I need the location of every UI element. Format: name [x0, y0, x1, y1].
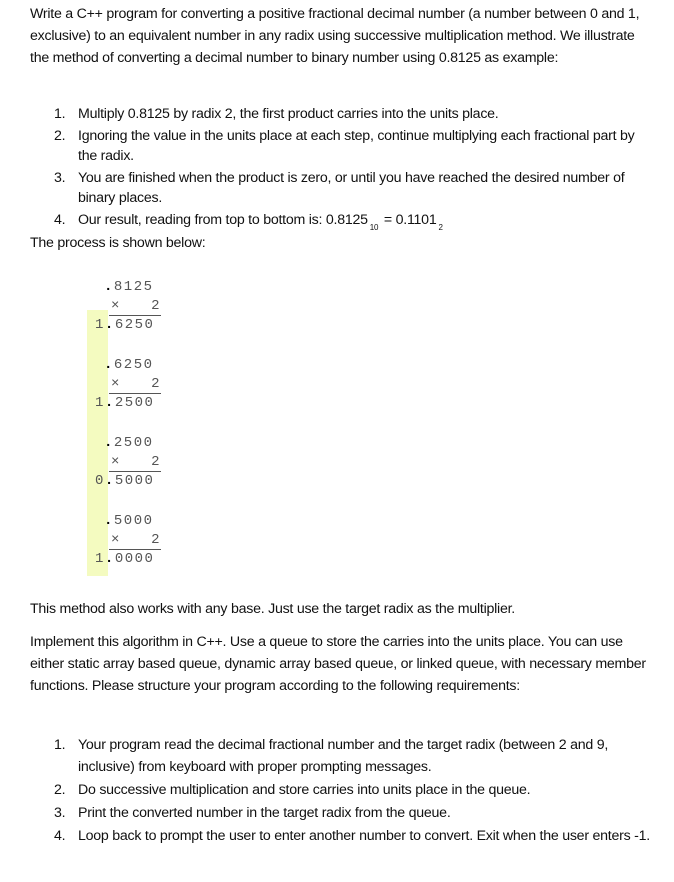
operand-value: 8125 [113, 279, 154, 295]
times-icon: × [111, 532, 121, 548]
requirement-number: 3. [54, 805, 66, 821]
step-text: You are finished when the product is zero, or until you have reached the desired number of binary places. [78, 170, 625, 206]
process-label: The process is shown below: [30, 235, 206, 251]
multiplication-step [87, 434, 167, 494]
times-icon: × [111, 454, 121, 470]
step-number: 3. [54, 170, 66, 186]
method-step [54, 168, 654, 208]
base-subscript: 2 [438, 223, 443, 232]
step-text: Our result, reading from top to bottom is: 0.8125 [78, 212, 368, 228]
method-step [54, 104, 654, 124]
multiplier-value: 2 [151, 454, 161, 470]
decimal-point: . [104, 435, 114, 451]
operand-value: 2500 [113, 435, 154, 451]
fraction-value: 5000 [114, 473, 155, 489]
carry-digit: 0 [95, 473, 105, 489]
requirement-text: Loop back to prompt the user to enter another number to convert. Exit when the user enters -1. [78, 828, 650, 844]
requirement-item [54, 825, 654, 847]
multiplication-step [87, 356, 167, 416]
fraction-value: 2500 [114, 395, 155, 411]
multiplier-value: 2 [151, 376, 161, 392]
operand-row [104, 434, 154, 452]
requirement-number: 2. [54, 782, 66, 798]
product-row [95, 316, 154, 334]
multiplier-row [111, 297, 161, 315]
operand-value: 5000 [113, 513, 154, 529]
requirement-number: 4. [54, 828, 66, 844]
step-text: Multiply 0.8125 by radix 2, the first product carries into the units place. [78, 106, 499, 122]
requirements-list [54, 734, 654, 848]
multiplication-step [87, 278, 167, 338]
operand-row [104, 356, 154, 374]
product-row [95, 394, 154, 412]
method-step [54, 210, 654, 232]
base-subscript: 10 [369, 223, 379, 232]
requirement-item [54, 802, 654, 824]
requirement-item [54, 779, 654, 801]
any-base-note: This method also works with any base. Just use the target radix as the multiplier. [30, 601, 515, 617]
decimal-point: . [104, 551, 115, 567]
multiplier-value: 2 [151, 298, 161, 314]
carry-digit: 1 [95, 551, 105, 567]
operand-row [104, 512, 154, 530]
requirement-item [54, 734, 654, 778]
multiplier-row [111, 375, 161, 393]
requirement-text: Print the converted number in the target radix from the queue. [78, 805, 451, 821]
fraction-value: 6250 [114, 317, 155, 333]
multiplier-value: 2 [151, 532, 161, 548]
multiplication-step [87, 512, 167, 572]
decimal-point: . [104, 357, 114, 373]
requirement-text: Do successive multiplication and store carries into units place in the queue. [78, 782, 531, 798]
intro-paragraph: Write a C++ program for converting a positive fractional decimal number (a number between 0 and 1, exclusive) to an equivalent number in any radix using successive multiplication method. We illustrate the method of converting a decimal number to binary number using 0.8125 as example: [30, 6, 640, 66]
step-text: = 0.1101 [380, 212, 437, 228]
method-step [54, 126, 654, 166]
decimal-point: . [104, 279, 114, 295]
implement-paragraph: Implement this algorithm in C++. Use a queue to store the carries into the units place. You can use either static array based queue, dynamic array based queue, or linked queue, with necessary member functions. Please structure your program according to the following requirements: [30, 634, 646, 694]
multiplier-row [111, 453, 161, 471]
product-row [95, 472, 154, 490]
carry-digit: 1 [95, 317, 105, 333]
multiplier-row [111, 531, 161, 549]
requirement-number: 1. [54, 737, 66, 753]
times-icon: × [111, 376, 121, 392]
operand-value: 6250 [113, 357, 154, 373]
requirement-text: Your program read the decimal fractional number and the target radix (between 2 and 9, inclusive) from keyboard with proper prompting messages. [78, 737, 609, 775]
step-number: 4. [54, 212, 66, 228]
decimal-point: . [104, 395, 115, 411]
method-steps-list [54, 104, 654, 234]
step-number: 1. [54, 106, 66, 122]
decimal-point: . [104, 473, 115, 489]
step-number: 2. [54, 128, 66, 144]
step-text: Ignoring the value in the units place at each step, continue multiplying each fractional part by the radix. [78, 128, 635, 164]
product-row [95, 550, 154, 568]
decimal-point: . [104, 513, 114, 529]
operand-row [104, 278, 154, 296]
fraction-value: 0000 [114, 551, 155, 567]
carry-digit: 1 [95, 395, 105, 411]
decimal-point: . [104, 317, 115, 333]
times-icon: × [111, 298, 121, 314]
